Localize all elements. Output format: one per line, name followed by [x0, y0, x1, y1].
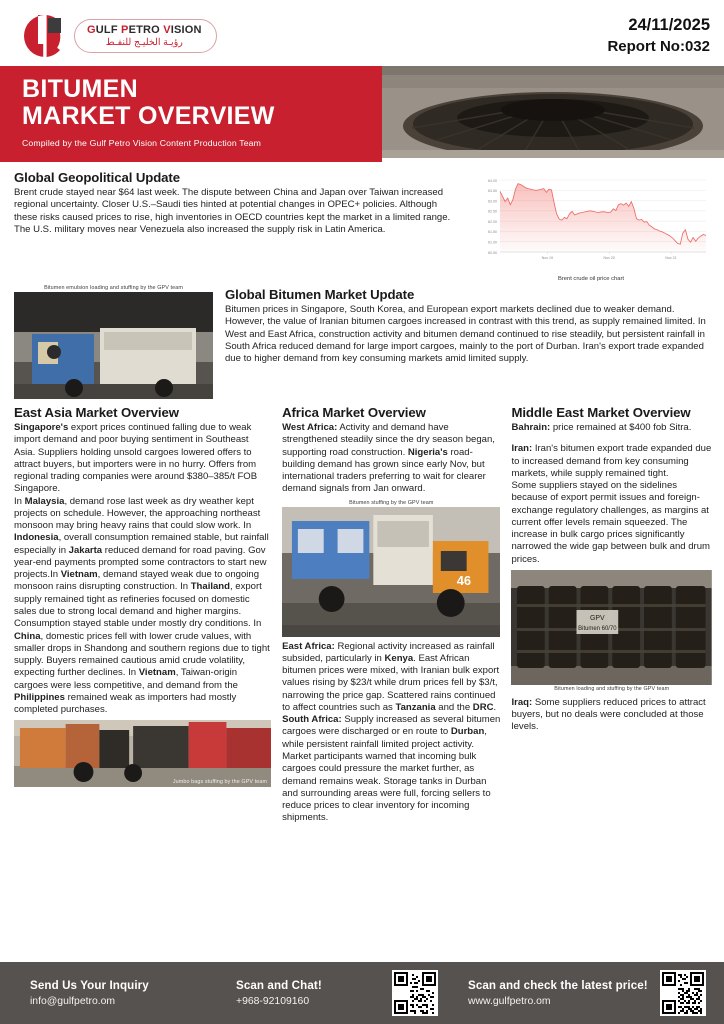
svg-text:GPV: GPV: [590, 614, 606, 622]
hero-title-line1: BITUMEN: [22, 75, 138, 103]
africa-heading: Africa Market Overview: [282, 405, 426, 420]
east-asia-body: Singapore's export prices continued falling due to weak import demand and poor buying sentiment in Southeast Asia. Suppliers holding unsold cargoes lowered offers to attract buyers, but importers were in no hurry. Offers from regional trading companies were around $380–385/t FOB Singapore. In Malaysia, demand rose last week as dry weather kept projects on schedule. However, the approaching northeast monsoon may bring heavy rains that could slow work. In Indonesia, overall consumption remained stable, but rainfall especially in Jakarta reduced demand for road paving. Gov year-end payments prompted some contractors to start new projects.In Vietnam, demand stayed weak due to ongoing monsoon rains disrupting construction. In Thailand, export supply remained tight as refineries focused on domestic sales due to strong local demand and higher margins. Consumption stayed stable under mostly dry conditions. In China, domestic prices fell with lower crude values, with smaller drops in Shandong and southern regions due to tight supply. Buyers remained cautious amid crude volatility, expecting further declines. In Vietnam, Taiwan-origin cargoes were less competitive, and demand from the Philippines remained weak as importers had mostly completed purchases.: [14, 422, 270, 716]
lead-vietnam-2: Vietnam: [138, 667, 176, 679]
lead-philippines: Philippines: [14, 691, 65, 703]
hero-image-bitumen-drums: [382, 66, 724, 158]
svg-text:61.50: 61.50: [488, 230, 497, 235]
svg-text:Nov 21: Nov 21: [665, 256, 677, 260]
svg-text:Bitumen 60/70: Bitumen 60/70: [578, 625, 618, 632]
lead-south-africa: South Africa:: [282, 714, 342, 726]
footer-website[interactable]: www.gulfpetro.om: [468, 996, 551, 1007]
lead-bahrain: Bahrain:: [511, 422, 551, 433]
footer-inquiry-block: [30, 979, 230, 1007]
hero-title: [22, 76, 382, 129]
global-bitumen-photo-caption: Bitumen emulsion loading and stuffing by the GPV team: [44, 285, 183, 291]
lead-iraq: Iraq:: [511, 696, 533, 708]
photo-jumbo-bags: [14, 720, 271, 787]
company-logo: [22, 13, 217, 59]
hero-subtitle: Compiled by the Gulf Petro Vision Content Production Team: [22, 138, 262, 148]
footer-bar: [0, 962, 724, 1024]
svg-text:62.50: 62.50: [488, 209, 497, 214]
geopolitical-section: [14, 170, 460, 282]
global-bitumen-photo-block: [14, 284, 213, 399]
hero-title-line2: MARKET OVERVIEW: [22, 101, 275, 130]
footer-chat-block: [230, 979, 410, 1007]
global-bitumen-heading: Global Bitumen Market Update: [225, 287, 415, 302]
qr-code-price[interactable]: [660, 970, 706, 1016]
chart-caption: Brent crude oil price chart: [557, 276, 625, 282]
east-asia-column: [14, 405, 271, 825]
jumbo-bags-caption: Jumbo bags stuffing by the GPV team: [172, 779, 268, 786]
middle-east-heading: Middle East Market Overview: [511, 405, 691, 420]
footer-inquiry-email[interactable]: info@gulfpetro.om: [30, 996, 116, 1007]
top-bar: [0, 0, 724, 66]
footer-inquiry-title: Send Us Your Inquiry: [30, 979, 149, 992]
svg-text:61.00: 61.00: [488, 240, 497, 245]
hero-banner: [0, 66, 724, 158]
lead-drc: DRC: [472, 701, 494, 713]
lead-indonesia: Indonesia: [14, 532, 59, 544]
middle-east-photo-caption: Bitumen loading and stuffing by the GPV team: [554, 685, 670, 692]
lead-tanzania: Tanzania: [395, 701, 436, 713]
global-bitumen-row: [0, 282, 724, 399]
middle-east-iran-body: Iran: Iran's bitumen export trade expanded due to increased demand from key consuming markets, while supply remained tight. Some suppliers stayed on the sidelines because of export permit issues and foreign-exchange regulatory challenges, as margins at current offer levels remain squeezed. The increase in bulk cargo prices significantly narrowed the wide gap between bulk and drum prices.: [511, 443, 712, 565]
middle-east-bahrain-body: Bahrain: price remained at $400 fob Sitra.: [511, 422, 692, 433]
geopolitical-row: [0, 162, 724, 282]
svg-text:Nov 19: Nov 19: [541, 256, 554, 260]
svg-text:46: 46: [456, 572, 472, 588]
africa-east-body: East Africa: Regional activity increased as rainfall subsided, particularly in Kenya. East African bitumen prices were mixed, with Iranian bulk export values rising by $23/t while drum prices fell by $3/t, narrowing the price gap. Scattered rains continued to affect countries such as Tanzania and the DRC.: [282, 640, 500, 713]
svg-text:63.00: 63.00: [488, 199, 497, 204]
footer-price-block: [468, 979, 648, 1007]
report-meta: [607, 15, 710, 57]
footer-chat-title: Scan and Chat!: [236, 979, 322, 992]
middle-east-iraq-body: Iraq: Some suppliers reduced prices to attract buyers, but no deals were concluded at those levels.: [511, 696, 706, 733]
qr-code-chat[interactable]: [392, 970, 438, 1016]
africa-west-body: West Africa: Activity and demand have strengthened steadily since the dry season began, supporting road construction. Nigeria's road-building demand has grown since early Nov, but international traders preferring to wait for clearer demand signals from Jan onward.: [282, 422, 495, 495]
middle-east-column: [511, 405, 712, 825]
report-date: 24/11/2025: [628, 16, 710, 35]
global-bitumen-section: [225, 284, 712, 399]
africa-column: [282, 405, 500, 825]
report-number: Report No:032: [607, 37, 710, 55]
svg-text:62.00: 62.00: [488, 219, 497, 224]
footer-chat-phone[interactable]: +968-92109160: [236, 996, 310, 1007]
lead-vietnam-1: Vietnam: [60, 569, 98, 581]
east-asia-heading: East Asia Market Overview: [14, 405, 179, 420]
hero-title-block: [0, 66, 382, 158]
lead-nigeria: Nigeria's: [407, 446, 448, 458]
lead-thailand: Thailand: [190, 581, 230, 593]
logo-arabic-text: رؤيـة الخليـج للنفـط: [105, 36, 183, 48]
global-bitumen-body: Bitumen prices in Singapore, South Korea, and European export markets declined due to weaker demand. However, the value of Iranian bitumen cargoes increased in contrast with this trend, as supply remained limited. In West and East Africa, construction activity and bitumen demand continued to rise steadily, but persistent rainfall in South Africa reduced demand for large import cargoes, mainly to the port of Durban. Iran's export trade expanded due to higher demand from key consuming markets amid limited supply.: [225, 304, 706, 365]
lead-singapore: Singapore's: [14, 422, 69, 433]
svg-text:60.50: 60.50: [488, 250, 497, 255]
lead-china: China: [14, 630, 41, 642]
svg-text:64.00: 64.00: [488, 178, 497, 183]
logo-latin-text: GULF PETRO VISION: [87, 23, 202, 36]
lead-durban: Durban: [450, 726, 485, 738]
brent-crude-chart: [470, 170, 712, 282]
lead-east-africa: East Africa:: [282, 640, 335, 652]
lead-jakarta: Jakarta: [68, 544, 103, 556]
logo-mark-icon: [22, 13, 68, 59]
lead-west-africa: West Africa:: [282, 422, 338, 433]
lead-malaysia: Malaysia: [24, 495, 65, 507]
photo-bitumen-loading: [511, 570, 712, 685]
photo-emulsion-loading: [14, 292, 213, 399]
africa-photo-caption: Bitumen stuffing by the GPV team: [349, 499, 434, 506]
lead-iran: Iran:: [511, 443, 533, 455]
geopolitical-heading: Global Geopolitical Update: [14, 170, 180, 185]
photo-bitumen-stuffing: [282, 507, 500, 637]
footer-price-title: Scan and check the latest price!: [468, 979, 648, 992]
logo-wordmark: [74, 19, 217, 54]
geopolitical-body: Brent crude stayed near $64 last week. The dispute between China and Japan over Taiwan increased regional uncertainty. Closer U.S.–Saudi ties hinted at potential changes in OPEC+ policies. Although these risks caused prices to rise, high inventories in OECD countries kept the market in a limited range. The U.S. military moves near Venezuela also increased the supply risk in Latin America.: [14, 187, 451, 235]
lead-kenya: Kenya: [384, 652, 414, 664]
regional-columns: [0, 399, 724, 825]
africa-south-body: South Africa: Supply increased as several bitumen cargoes were discharged or en route to Durban, while persistent rainfall limited project activity. Market participants warned that incoming bulk cargoes could pressure the market further, as demand remains weak. Storage tanks in Durban and surrounding areas were full, forcing sellers to reduce prices to clear inventory for incoming shipments.: [282, 714, 501, 824]
svg-text:63.50: 63.50: [488, 189, 497, 194]
svg-text:Nov 20: Nov 20: [603, 256, 615, 260]
